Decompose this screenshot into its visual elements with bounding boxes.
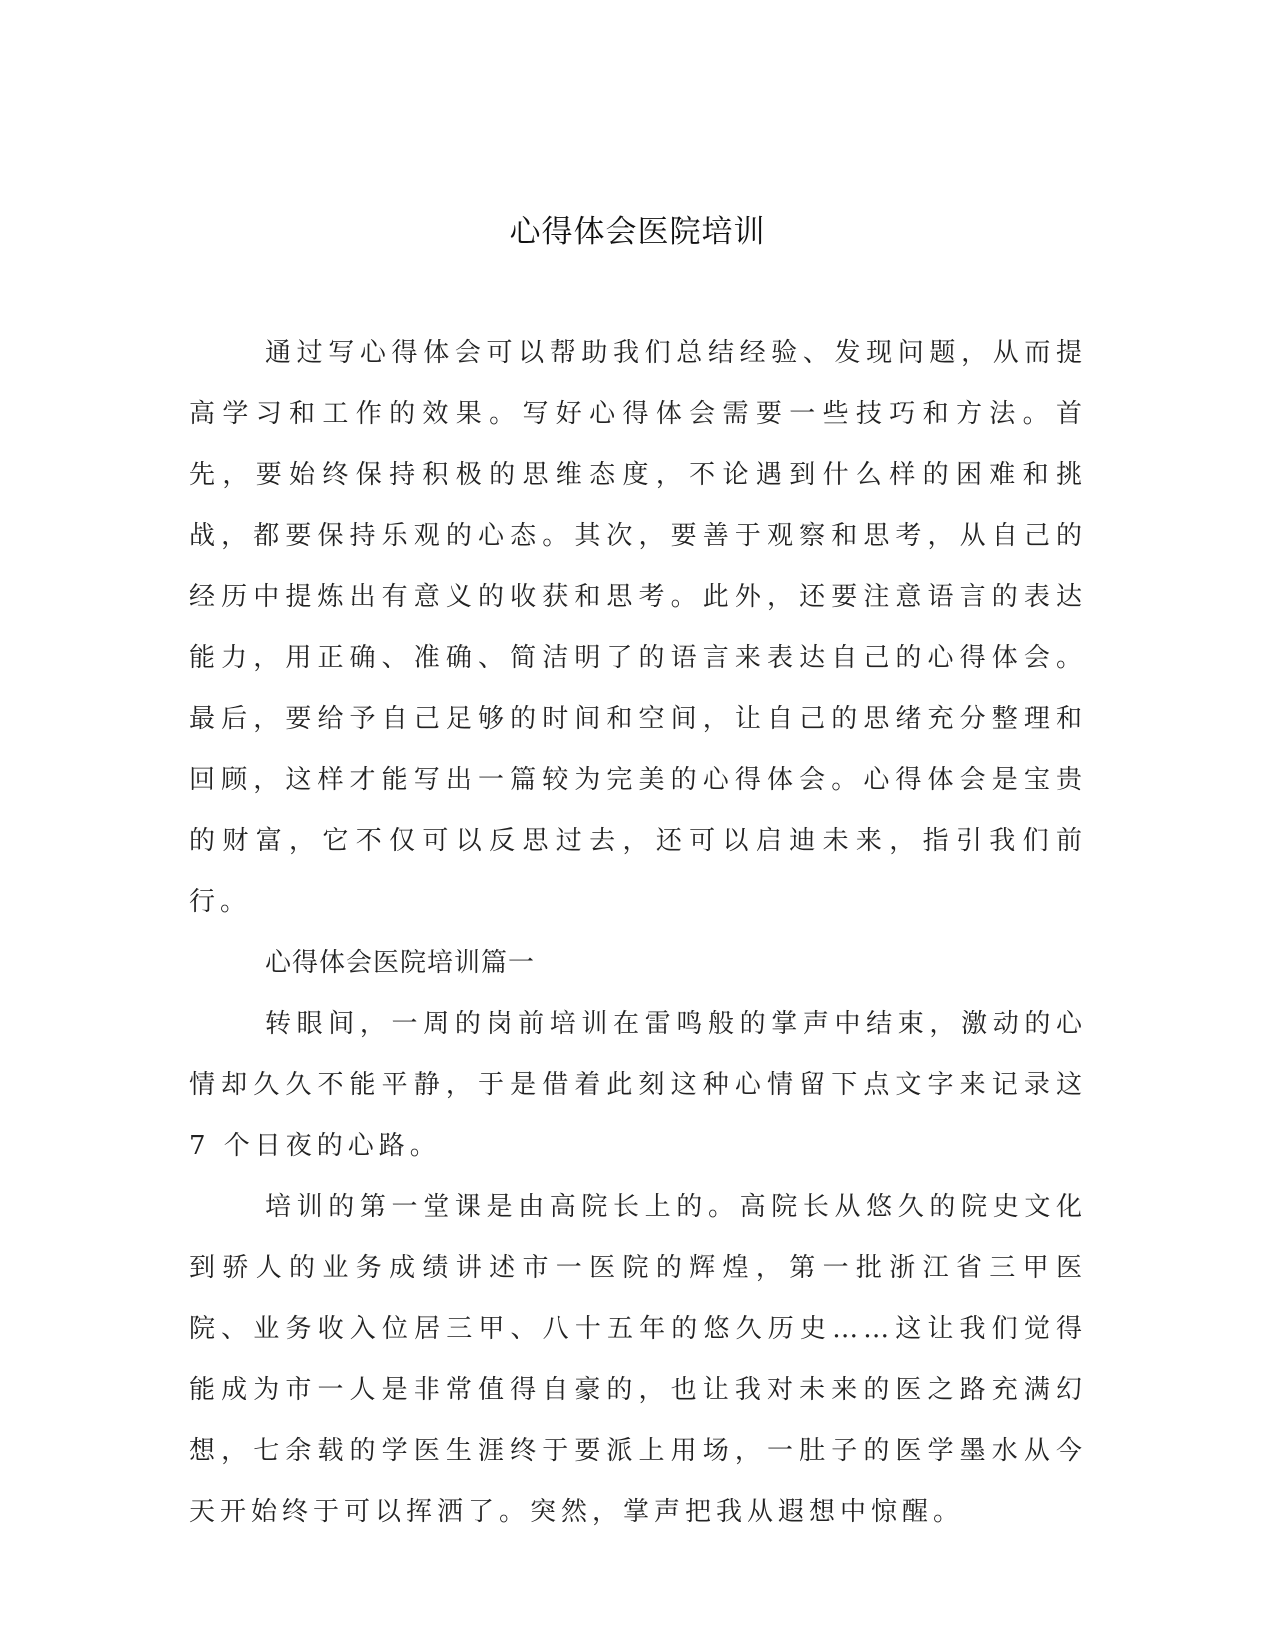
document-body: [189, 323, 1087, 1543]
document-title: 心得体会医院培训: [509, 214, 766, 250]
section-paragraph-2: 培训的第一堂课是由高院长上的。高院长从悠久的院史文化到骄人的业务成绩讲述市一医院的辉煌，第一批浙江省三甲医院、业务收入位居三甲、八十五年的悠久历史……这让我们觉得能成为市一人是非常值得自豪的，也让我对未来的医之路充满幻想，七余载的学医生涯终于要派上用场，一肚子的医学墨水从今天开始终于可以挥洒了。突然，掌声把我从遐想中惊醒。: [189, 1192, 1087, 1527]
intro-paragraph: 通过写心得体会可以帮助我们总结经验、发现问题，从而提高学习和工作的效果。写好心得体会需要一些技巧和方法。首先，要始终保持积极的思维态度，不论遇到什么样的困难和挑战，都要保持乐观的心态。其次，要善于观察和思考，从自己的经历中提炼出有意义的收获和思考。此外，还要注意语言的表达能力，用正确、准确、简洁明了的语言来表达自己的心得体会。最后，要给予自己足够的时间和空间，让自己的思绪充分整理和回顾，这样才能写出一篇较为完美的心得体会。心得体会是宝贵的财富，它不仅可以反思过去，还可以启迪未来，指引我们前行。: [189, 338, 1087, 917]
section-paragraph-1: 转眼间，一周的岗前培训在雷鸣般的掌声中结束，激动的心情却久久不能平静，于是借着此刻这种心情留下点文字来记录这 7 个日夜的心路。: [189, 1009, 1087, 1161]
section-heading: 心得体会医院培训篇一: [265, 948, 536, 978]
